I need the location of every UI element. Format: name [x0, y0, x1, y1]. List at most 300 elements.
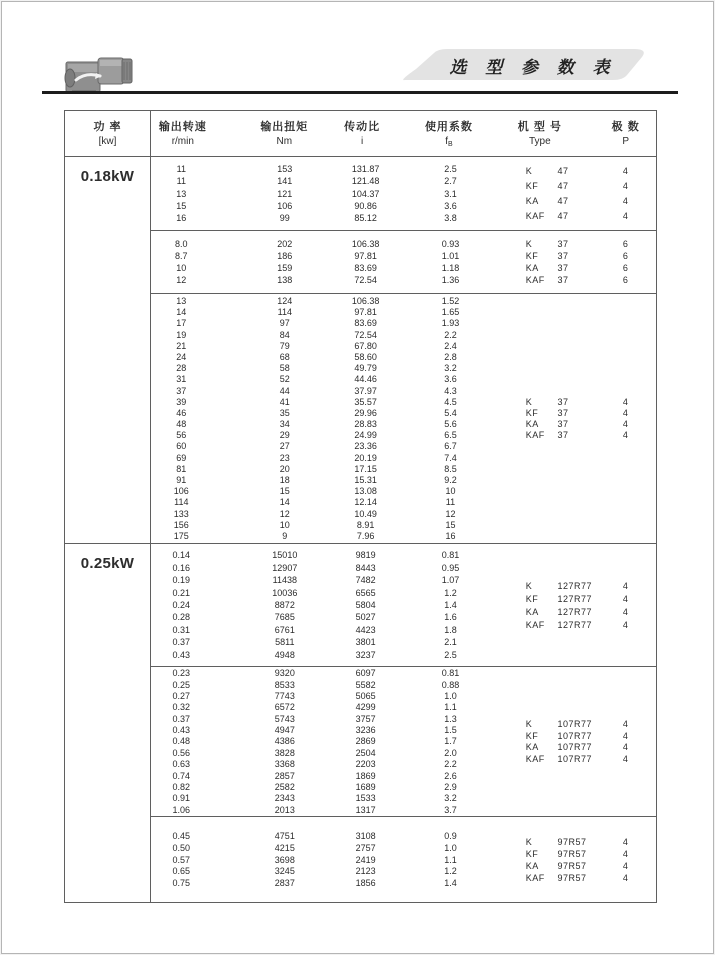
model-size: 107R77 [557, 753, 593, 764]
ratio-value: 1856 [355, 877, 376, 888]
speed-value: 0.74 [172, 770, 191, 781]
service-factor-value: 12 [445, 508, 456, 519]
service-factor-value: 0.81 [441, 550, 460, 561]
speed-value: 37 [176, 385, 187, 396]
torque-value: 10 [279, 519, 290, 530]
speed-value: 16 [176, 212, 187, 223]
poles-value: 4 [622, 730, 629, 741]
model-series: KA [525, 419, 539, 430]
poles-value: 4 [622, 580, 629, 591]
torque-value: 27 [279, 441, 290, 452]
ratio-value: 97.81 [354, 307, 377, 318]
table-body [65, 157, 656, 902]
model-size: 37 [557, 239, 569, 249]
ratio-value: 2869 [355, 736, 376, 747]
ratio-value: 2419 [355, 854, 376, 865]
torque-value: 84 [279, 329, 290, 340]
ratio-value: 1317 [355, 804, 376, 815]
speed-value: 0.43 [172, 649, 191, 660]
model-list [151, 157, 656, 230]
ratio-value: 13.08 [354, 486, 377, 497]
ratio-value: 44.46 [354, 374, 377, 385]
model-row [151, 209, 656, 224]
torque-value: 7743 [274, 690, 295, 701]
speed-value: 0.50 [172, 842, 191, 853]
torque-value: 5811 [275, 637, 295, 648]
poles-value: 4 [622, 860, 629, 871]
poles-value: 4 [622, 606, 629, 617]
ratio-value: 5027 [355, 612, 376, 623]
speed-value: 0.48 [172, 736, 191, 747]
model-size: 97R57 [557, 836, 587, 847]
service-factor-value: 8.5 [444, 463, 457, 474]
header-columns [151, 111, 656, 156]
torque-value: 12 [279, 508, 290, 519]
poles-value: 4 [622, 419, 629, 430]
speed-value: 69 [176, 452, 187, 463]
model-size: 37 [557, 419, 569, 430]
header-power-unit: [kw] [98, 136, 117, 147]
model-series: K [525, 719, 533, 730]
ratio-value: 6097 [355, 668, 376, 679]
torque-value: 15 [279, 486, 290, 497]
poles-value: 4 [622, 181, 629, 191]
torque-value: 3368 [274, 759, 295, 770]
model-series: KA [525, 606, 539, 617]
service-factor-value: 7.4 [444, 452, 457, 463]
speed-value: 48 [176, 419, 187, 430]
torque-value: 3828 [274, 747, 295, 758]
ratio-value: 104.37 [351, 188, 380, 199]
ratio-value: 83.69 [354, 318, 377, 329]
torque-value: 11438 [272, 575, 297, 586]
speed-value: 39 [176, 396, 187, 407]
torque-value: 3245 [274, 866, 295, 877]
model-row [151, 848, 656, 860]
model-size: 127R77 [557, 606, 593, 617]
torque-value: 35 [279, 407, 290, 418]
speed-value: 0.56 [172, 747, 191, 758]
service-factor-value: 1.01 [441, 251, 460, 262]
poles-value: 4 [622, 719, 629, 730]
header-factor-unit: $f_B$ [445, 136, 453, 148]
torque-value: 15010 [272, 550, 298, 561]
speed-value: 0.75 [172, 877, 191, 888]
ratio-group [151, 666, 656, 816]
speed-value: 106 [173, 486, 189, 497]
model-series: K [525, 239, 533, 249]
service-factor-value: 1.1 [444, 702, 457, 713]
speed-value: 0.19 [172, 575, 191, 586]
torque-value: 8533 [274, 679, 295, 690]
ratio-value: 5065 [355, 690, 376, 701]
ratio-groups [151, 544, 656, 902]
model-row [151, 430, 656, 441]
header-ratio-unit: i [360, 136, 364, 147]
speed-value: 0.63 [172, 759, 191, 770]
ratio-value: 28.83 [354, 419, 377, 430]
torque-value: 68 [279, 351, 290, 362]
speed-value: 0.25 [172, 679, 191, 690]
model-row [151, 753, 656, 765]
service-factor-value: 3.8 [444, 212, 457, 223]
service-factor-value: 1.4 [444, 599, 457, 610]
ratio-value: 121.48 [351, 176, 380, 187]
model-size: 47 [557, 196, 569, 206]
model-series: K [525, 166, 533, 176]
service-factor-value: 2.7 [444, 176, 457, 187]
title-banner [400, 46, 652, 84]
header-power-zh: 功 率 [93, 121, 122, 133]
torque-value: 141 [277, 176, 293, 187]
poles-value: 4 [622, 396, 629, 407]
torque-value: 4948 [274, 649, 295, 660]
speed-value: 81 [176, 463, 187, 474]
model-series: KF [525, 848, 539, 859]
speed-value: 12 [176, 274, 187, 285]
poles-value: 4 [622, 430, 629, 441]
ratio-value: 4299 [355, 702, 376, 713]
torque-value: 138 [277, 274, 293, 285]
torque-value: 14 [279, 497, 290, 508]
torque-value: 10036 [272, 587, 298, 598]
torque-value: 121 [277, 188, 293, 199]
service-factor-value: 2.4 [444, 340, 457, 351]
speed-value: 0.16 [172, 562, 191, 573]
model-series: KAF [525, 275, 545, 285]
ratio-value: 8.91 [356, 519, 375, 530]
poles-value: 4 [622, 753, 629, 764]
model-series: KAF [525, 430, 545, 441]
service-factor-value: 3.2 [444, 793, 457, 804]
model-row [151, 274, 656, 286]
torque-value: 2343 [274, 793, 295, 804]
speed-value: 156 [173, 519, 189, 530]
ratio-value: 24.99 [354, 430, 377, 441]
torque-value: 6761 [274, 624, 295, 635]
header-poles-zh: 极 数 [611, 121, 640, 133]
service-factor-value: 11 [445, 497, 456, 508]
ratio-value: 5582 [355, 679, 376, 690]
header-ratio-zh: 传动比 [344, 121, 381, 133]
speed-value: 0.91 [172, 793, 191, 804]
service-factor-value: 9.2 [444, 475, 457, 486]
ratio-value: 2123 [355, 866, 376, 877]
speed-value: 11 [176, 164, 186, 175]
header-power [65, 111, 151, 156]
model-row [151, 194, 656, 209]
speed-value: 0.23 [172, 668, 191, 679]
ratio-value: 67.80 [354, 340, 377, 351]
service-factor-value: 3.7 [444, 804, 457, 815]
torque-value: 7685 [274, 612, 295, 623]
speed-value: 0.24 [172, 599, 191, 610]
torque-value: 4386 [274, 736, 295, 747]
model-row [151, 592, 656, 605]
model-row [151, 579, 656, 592]
ratio-value: 35.57 [354, 396, 377, 407]
speed-value: 91 [176, 475, 187, 486]
model-list [151, 231, 656, 293]
torque-value: 202 [277, 239, 293, 250]
torque-value: 124 [277, 296, 293, 307]
torque-value: 52 [279, 374, 290, 385]
speed-value: 0.28 [172, 612, 191, 623]
service-factor-value: 6.5 [444, 430, 457, 441]
service-factor-value: 1.18 [441, 262, 460, 273]
torque-value: 20 [279, 463, 290, 474]
service-factor-value: 1.3 [444, 713, 457, 724]
poles-value: 4 [622, 836, 629, 847]
torque-value: 8872 [274, 599, 295, 610]
torque-value: 23 [279, 452, 290, 463]
ratio-value: 3237 [355, 649, 376, 660]
service-factor-value: 1.0 [444, 842, 457, 853]
poles-value: 6 [622, 239, 629, 249]
speed-value: 13 [176, 296, 187, 307]
ratio-group [151, 816, 656, 902]
model-size: 37 [557, 396, 569, 407]
service-factor-value: 16 [445, 530, 456, 541]
model-size: 97R57 [557, 872, 587, 883]
ratio-value: 58.60 [354, 351, 377, 362]
torque-value: 44 [279, 385, 290, 396]
model-series: KA [525, 860, 539, 871]
poles-value: 4 [622, 872, 629, 883]
torque-value: 2857 [274, 770, 295, 781]
selection-table [64, 110, 657, 903]
model-series: KAF [525, 753, 545, 764]
torque-value: 2013 [274, 804, 295, 815]
model-row [151, 238, 656, 250]
model-size: 47 [557, 166, 569, 176]
service-factor-value: 0.93 [441, 239, 460, 250]
model-size: 37 [557, 430, 569, 441]
model-series: KF [525, 593, 539, 604]
ratio-group [151, 544, 656, 666]
service-factor-value: 2.0 [444, 747, 457, 758]
service-factor-value: 1.1 [444, 854, 457, 865]
model-row [151, 179, 656, 194]
speed-value: 14 [176, 307, 187, 318]
speed-value: 0.57 [172, 854, 191, 865]
torque-value: 186 [277, 251, 293, 262]
torque-value: 159 [277, 262, 293, 273]
ratio-value: 1689 [355, 782, 376, 793]
service-factor-value: 2.8 [444, 351, 457, 362]
service-factor-value: 1.6 [444, 612, 457, 623]
service-factor-value: 2.1 [444, 637, 457, 648]
service-factor-value: 6.7 [444, 441, 457, 452]
model-series: KF [525, 251, 539, 261]
speed-value: 0.43 [172, 725, 191, 736]
torque-value: 2582 [274, 782, 295, 793]
service-factor-value: 1.36 [441, 274, 460, 285]
model-row [151, 250, 656, 262]
speed-value: 21 [176, 340, 187, 351]
torque-value: 18 [279, 475, 290, 486]
model-size: 107R77 [557, 730, 593, 741]
ratio-value: 2504 [355, 747, 376, 758]
speed-value: 0.31 [172, 624, 191, 635]
ratio-value: 6565 [355, 587, 376, 598]
model-row [151, 618, 656, 631]
ratio-value: 37.97 [354, 385, 377, 396]
ratio-groups [151, 157, 656, 543]
power-label: 0.25kW [65, 544, 151, 902]
poles-value: 4 [622, 166, 629, 176]
model-size: 97R57 [557, 860, 587, 871]
speed-value: 1.06 [172, 804, 191, 815]
ratio-value: 1869 [355, 770, 376, 781]
service-factor-value: 1.2 [444, 587, 457, 598]
poles-value: 4 [622, 211, 629, 221]
speed-value: 133 [173, 508, 189, 519]
ratio-value: 10.49 [354, 508, 377, 519]
model-size: 97R57 [557, 848, 587, 859]
model-list [151, 294, 656, 543]
header-type-unit: Type [529, 136, 551, 147]
model-series: K [525, 580, 533, 591]
speed-value: 0.65 [172, 866, 191, 877]
model-row [151, 836, 656, 848]
ratio-group [151, 293, 656, 543]
model-row [151, 419, 656, 430]
service-factor-value: 0.95 [441, 562, 460, 573]
ratio-value: 4423 [355, 624, 376, 635]
speed-value: 175 [173, 530, 189, 541]
poles-value: 4 [622, 593, 629, 604]
speed-value: 0.45 [172, 831, 191, 842]
speed-value: 0.37 [172, 637, 191, 648]
service-factor-value: 4.5 [444, 396, 457, 407]
ratio-value: 83.69 [354, 262, 377, 273]
speed-value: 17 [176, 318, 187, 329]
model-size: 127R77 [557, 593, 593, 604]
ratio-value: 3236 [355, 725, 376, 736]
speed-value: 46 [176, 407, 187, 418]
ratio-value: 97.81 [354, 251, 377, 262]
ratio-value: 72.54 [354, 274, 377, 285]
model-row [151, 407, 656, 418]
speed-value: 8.7 [175, 251, 188, 262]
torque-value: 4751 [274, 831, 295, 842]
ratio-value: 90.86 [354, 200, 377, 211]
service-factor-value: 1.5 [444, 725, 457, 736]
ratio-value: 9819 [355, 550, 376, 561]
poles-value: 4 [622, 619, 629, 630]
model-row [151, 860, 656, 872]
speed-value: 56 [176, 430, 187, 441]
ratio-value: 3108 [355, 831, 376, 842]
model-series: KA [525, 742, 539, 753]
service-factor-value: 1.93 [441, 318, 460, 329]
poles-value: 4 [622, 196, 629, 206]
service-factor-value: 3.1 [444, 188, 457, 199]
service-factor-value: 2.2 [444, 329, 457, 340]
ratio-group [151, 230, 656, 293]
torque-value: 3698 [274, 854, 295, 865]
speed-value: 15 [176, 200, 187, 211]
model-size: 37 [557, 275, 569, 285]
header-torque-unit: Nm [276, 136, 293, 147]
torque-value: 12907 [272, 562, 298, 573]
model-row [151, 164, 656, 179]
ratio-value: 106.38 [351, 296, 380, 307]
speed-value: 31 [176, 374, 187, 385]
ratio-value: 7.96 [356, 530, 375, 541]
poles-value: 6 [622, 251, 629, 261]
model-size: 107R77 [557, 719, 593, 730]
model-row [151, 396, 656, 407]
header-rule [42, 91, 678, 94]
model-list [151, 544, 656, 666]
model-series: KAF [525, 872, 545, 883]
ratio-value: 20.19 [354, 452, 377, 463]
ratio-value: 3757 [355, 713, 376, 724]
model-size: 107R77 [557, 742, 593, 753]
torque-value: 4947 [274, 725, 295, 736]
torque-value: 6572 [274, 702, 295, 713]
speed-value: 11 [176, 176, 186, 187]
power-label: 0.18kW [65, 157, 151, 543]
ratio-value: 7482 [355, 575, 376, 586]
catalog-page [1, 1, 714, 954]
service-factor-value: 0.88 [441, 679, 460, 690]
speed-value: 10 [176, 262, 187, 273]
ratio-value: 3801 [355, 637, 376, 648]
speed-value: 24 [176, 351, 187, 362]
speed-value: 0.21 [172, 587, 191, 598]
service-factor-value: 5.4 [444, 407, 457, 418]
speed-value: 13 [176, 188, 187, 199]
service-factor-value: 1.07 [441, 575, 460, 586]
model-size: 37 [557, 251, 569, 261]
service-factor-value: 0.9 [444, 831, 457, 842]
model-series: KAF [525, 619, 545, 630]
speed-value: 0.32 [172, 702, 191, 713]
model-row [151, 730, 656, 742]
torque-value: 99 [279, 212, 290, 223]
ratio-group [151, 157, 656, 230]
header-factor-zh: 使用系数 [424, 121, 473, 133]
torque-value: 34 [279, 419, 290, 430]
poles-value: 4 [622, 742, 629, 753]
header-speed-zh: 输出转速 [158, 121, 207, 133]
service-factor-value: 5.6 [444, 419, 457, 430]
service-factor-value: 1.8 [444, 624, 457, 635]
ratio-value: 2203 [355, 759, 376, 770]
ratio-value: 106.38 [351, 239, 380, 250]
torque-value: 4215 [274, 842, 295, 853]
service-factor-value: 3.6 [444, 374, 457, 385]
model-row [151, 742, 656, 754]
header-torque-zh: 输出扭矩 [260, 121, 309, 133]
speed-value: 19 [176, 329, 187, 340]
power-section [65, 543, 656, 902]
service-factor-value: 1.7 [444, 736, 457, 747]
model-list [151, 817, 656, 902]
torque-value: 114 [277, 307, 292, 318]
service-factor-value: 1.52 [441, 296, 460, 307]
ratio-value: 85.12 [354, 212, 377, 223]
service-factor-value: 1.2 [444, 866, 457, 877]
ratio-value: 2757 [355, 842, 376, 853]
service-factor-value: 1.4 [444, 877, 457, 888]
model-series: K [525, 396, 533, 407]
header-speed-unit: r/min [171, 136, 194, 147]
service-factor-value: 1.65 [441, 307, 460, 318]
